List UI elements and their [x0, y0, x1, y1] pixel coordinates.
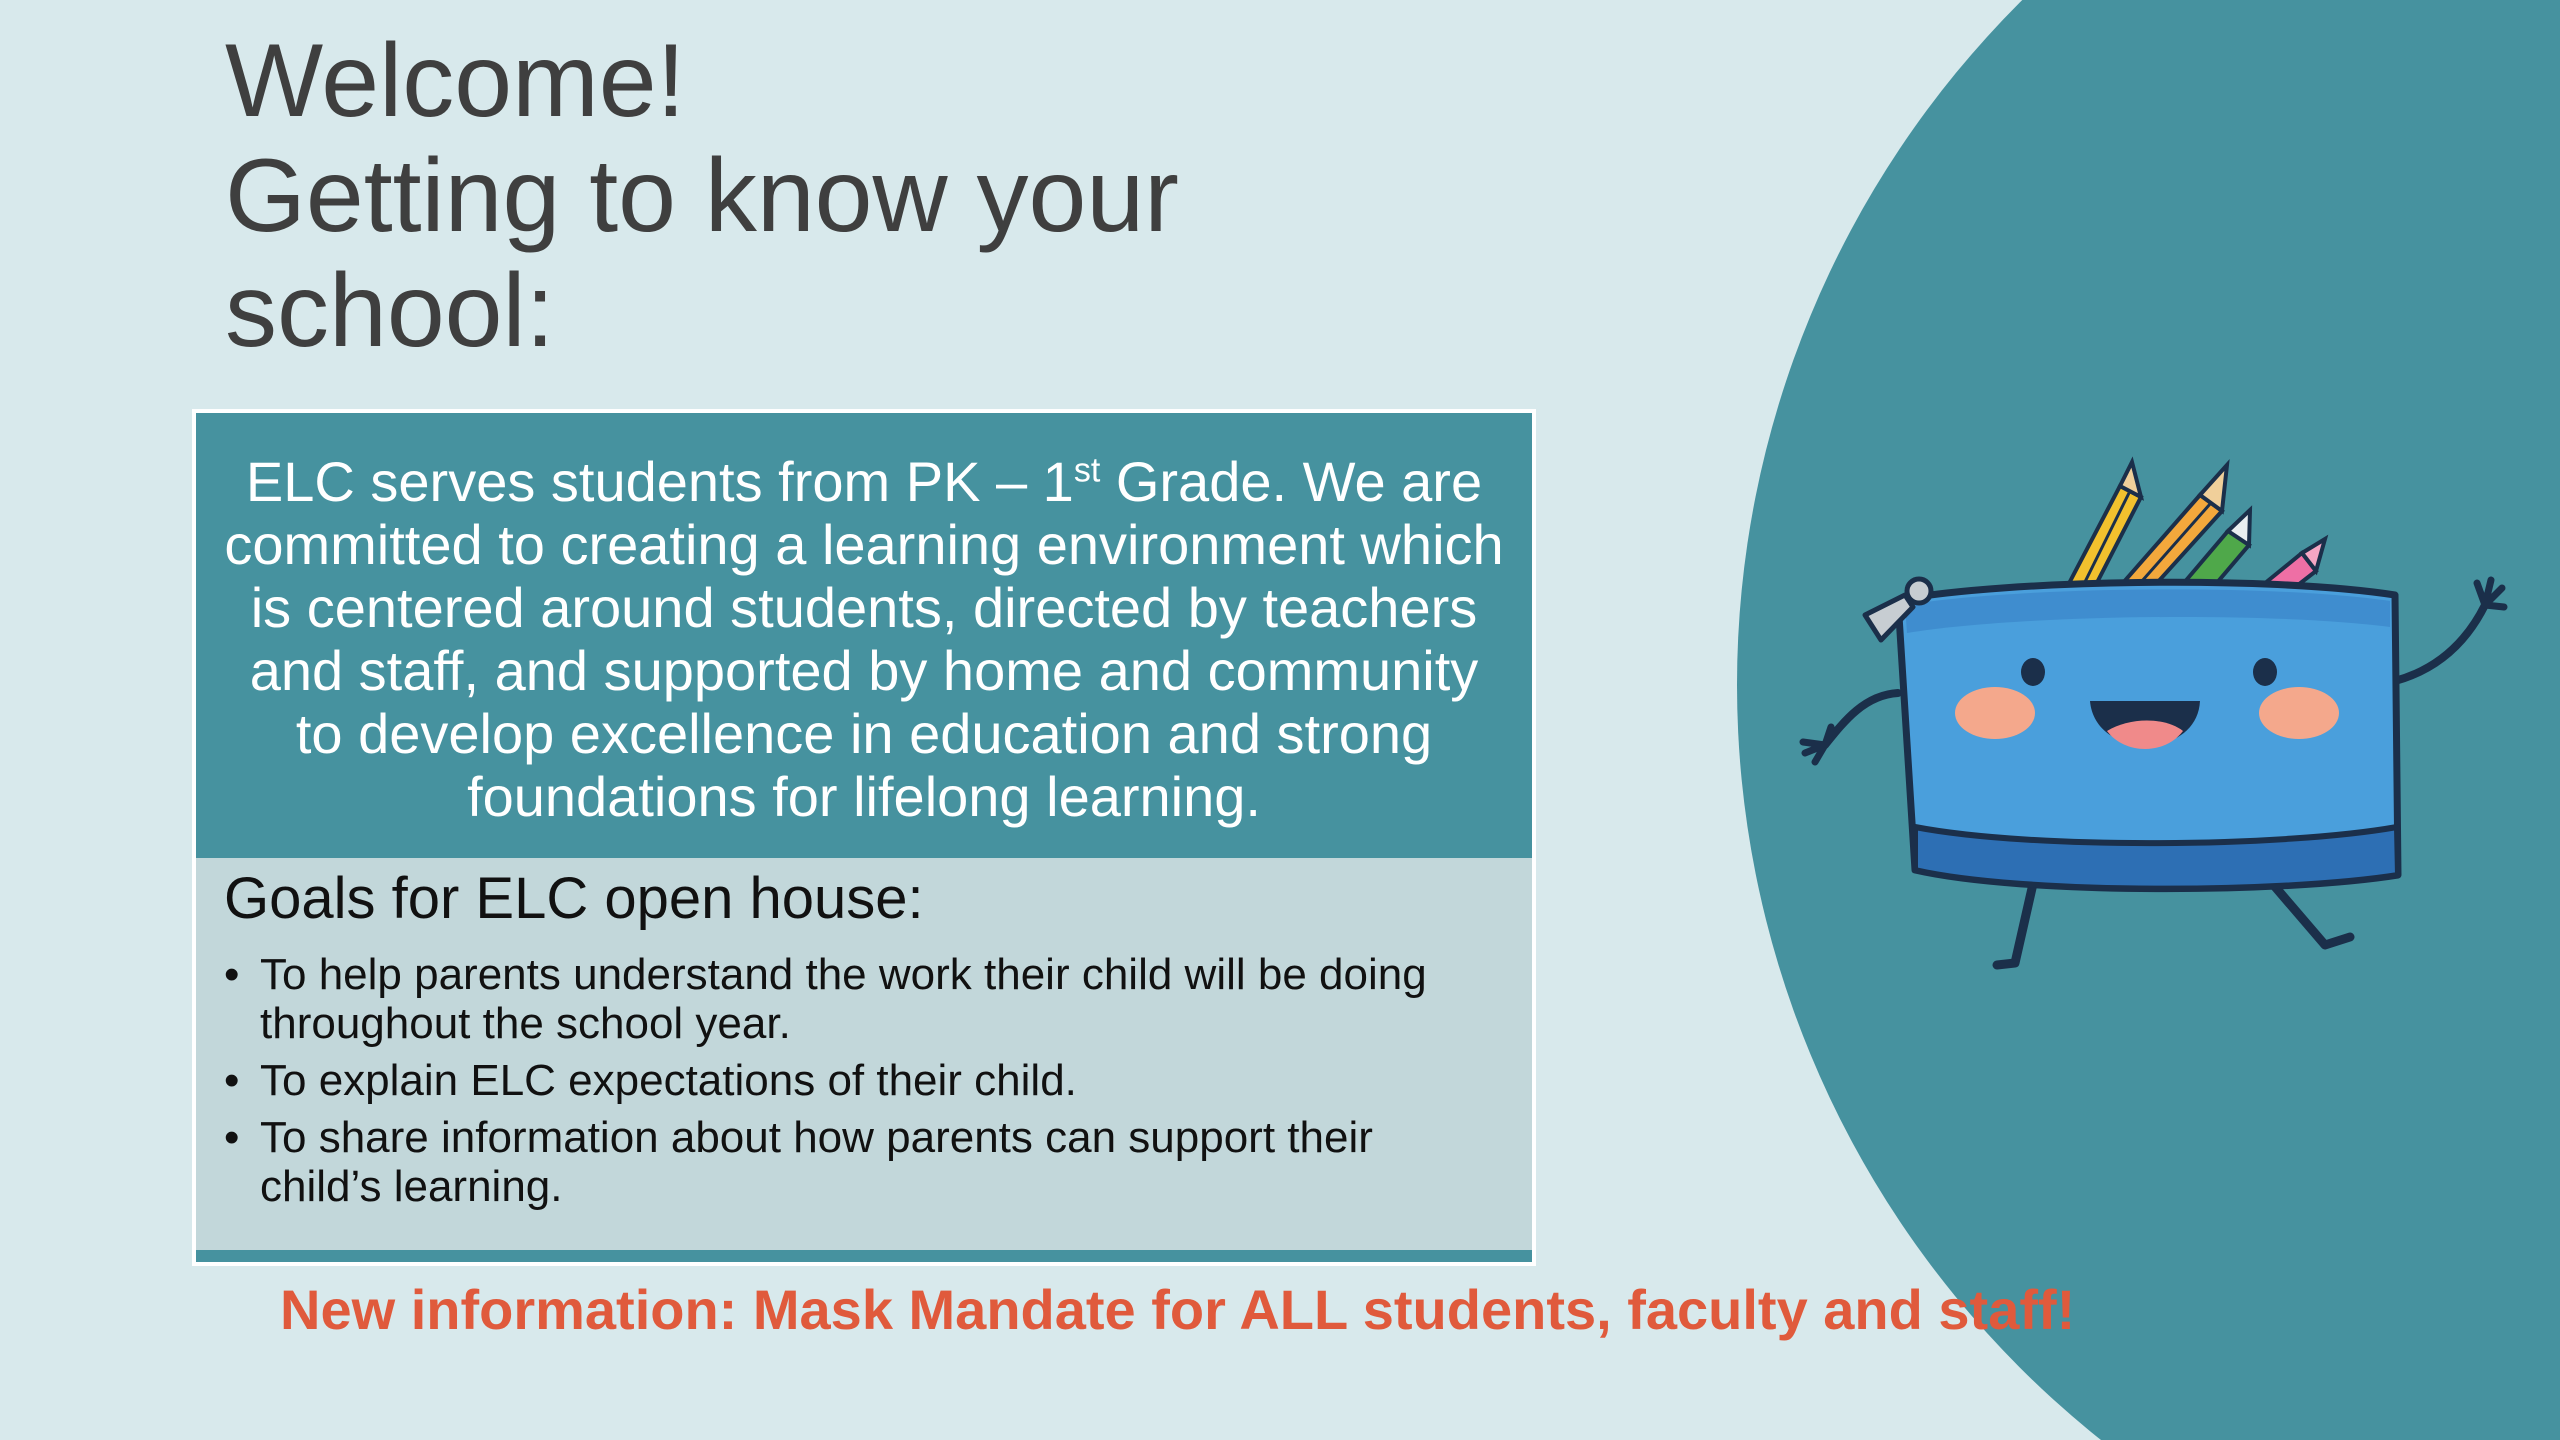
bullet-icon: • — [224, 950, 240, 999]
goal-text: To explain ELC expectations of their child. — [260, 1056, 1077, 1105]
page-title — [225, 24, 1325, 369]
title-line-2: Getting to know your — [225, 138, 1179, 254]
list-item — [224, 950, 1494, 1048]
info-panel — [192, 409, 1536, 1266]
pencil-case-mascot-icon — [1785, 455, 2530, 985]
mission-box — [196, 413, 1532, 858]
list-item — [224, 1056, 1494, 1105]
mission-superscript: st — [1073, 451, 1101, 490]
goal-text: To help parents understand the work their child will be doing throughout the school year. — [260, 950, 1427, 1048]
bullet-icon: • — [224, 1056, 240, 1105]
panel-bottom-bar — [196, 1250, 1532, 1262]
list-item — [224, 1113, 1494, 1211]
mask-mandate-notice: New information: Mask Mandate for ALL students, faculty and staff! — [280, 1278, 2076, 1341]
goals-heading: Goals for ELC open house: — [224, 866, 924, 931]
title-line-3: school: — [225, 253, 555, 369]
mission-statement — [220, 450, 1508, 828]
goals-list — [224, 950, 1494, 1219]
mission-text-rest: Grade. We are committed to creating a learning environment which is centered around students, directed by teachers and staff, and supported by home and community to develop excellence in education and strong foundations for lifelong learning. — [224, 450, 1504, 828]
mission-text-start: ELC serves students from PK – 1 — [245, 450, 1074, 513]
goal-text: To share information about how parents can support their child’s learning. — [260, 1113, 1373, 1211]
bullet-icon: • — [224, 1113, 240, 1162]
title-line-1: Welcome! — [225, 23, 686, 139]
goals-box — [196, 858, 1532, 1258]
